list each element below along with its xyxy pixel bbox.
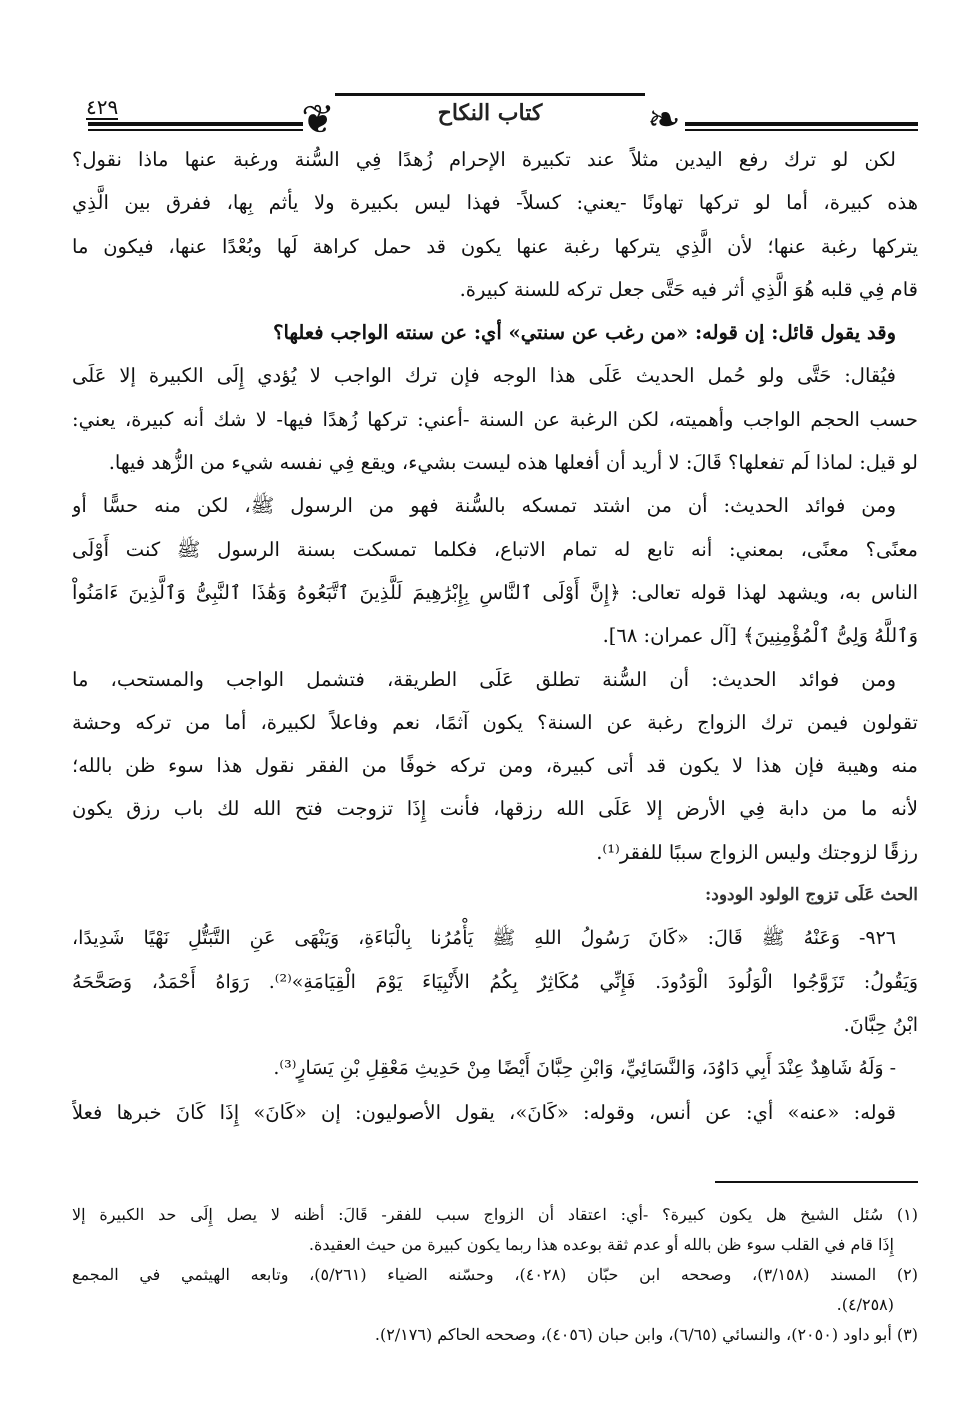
hadith-line: ٩٢٦- وَعَنْهُ ﷺ قَالَ: «كَانَ رَسُولُ اللهِ ﷺ يَأْمُرُنا بِالْبَاءَةِ، وَيَنْهَى عَنِ التَّبَتُّلِ نَهْيًا شَدِيدًا، xyxy=(72,927,896,950)
text-line: لكن لو ترك رفع اليدين مثلاً عند تكبيرة الإحرام زُهدًا فِي السُّنة ورغبة عنها ماذا نقول؟ xyxy=(72,148,896,171)
footnotes xyxy=(72,1200,918,1350)
page-header xyxy=(0,0,978,150)
text-line: قام فِي قلبه هُوَ الَّذِي أثر فيه حَتَّى جعل تركه للسنة كبيرة. xyxy=(459,277,918,301)
text-line: لو قيل: لماذا لَم تفعلها؟ قَالَ: لا أريد أن أفعلها هذه ليست بشيء، ويقع فِي نفسه شيء من الزُّهد فيها. xyxy=(108,451,918,475)
text-line: معنًى؟ معنًى، بمعني: أنه تابع له تمام الاتباع، فكلما تمسكت بسنة الرسول ﷺ كنت أَوْلَى xyxy=(72,537,918,561)
header-right-rule xyxy=(685,122,918,126)
text-line: هذه كبيرة، أما لو تركها تهاونًا -يعني: كسلاً- فهذا ليس بكبيرة ولا يأثم بِها، ففرق بين الَّذِي xyxy=(72,191,918,215)
section-heading: الحث عَلَى تزوج الولود الودود: xyxy=(704,885,918,906)
header-left-rule xyxy=(88,122,303,126)
page-number: ٤٢٩ xyxy=(86,95,119,119)
footnote-2: (٢) المسند (٣/١٥٨)، وصححه ابن حبّان (٤٠٢٨)، وحسّنه الضياء (٥/٢٦١)، وتابعه الهيثمي في المجمع xyxy=(72,1265,919,1284)
footnote-1-cont: إِذَا قام في القلب سوء ظن بالله أو عدم ثقة بوعده هذا ربما يكون كبيرة من حيث العقيدة. xyxy=(308,1235,894,1254)
quran-verse-line: وَٱللَّهُ وَلِىُّ ٱلْمُؤْمِنِينَ﴾ [آل عمران: ٦٨]. xyxy=(602,624,918,648)
book-title: كتاب النكاح xyxy=(437,100,543,126)
footnote-2-cont: (٤/٢٥٨). xyxy=(836,1295,894,1314)
floral-ornament-icon: ❦ xyxy=(301,97,335,143)
text-line: فيُقال: حَتَّى ولو حُمل الحديث عَلَى هذا الوجه فإن ترك الواجب لا يُؤدي إِلَى الكبيرة إلا عَلَى xyxy=(72,364,896,388)
commentary-line: قوله: «عنه» أي: عن أنس، وقوله: «كَانَ»، يقول الأصوليون: إن «كَانَ» إِذَا كَانَ خبرها فعلاً xyxy=(72,1100,896,1124)
floral-ornament-icon: ❧ xyxy=(647,97,681,143)
text-line: لأنه ما من دابة فِي الأرض إلا عَلَى الله رزقها، فأنت إِذَا تزوجت فتح الله لك باب رزق يكون xyxy=(72,797,918,821)
text-line: ومن فوائد الحديث: أن من اشتد تمسكه بالسُّنة فهو من الرسول ﷺ، لكن منه حسًّا أو xyxy=(72,494,896,518)
footnote-3: (٣) أبو داود (٢٠٥٠)، والنسائي (٦/٦٥)، وابن حبان (٤٠٥٦)، وصححه الحاكم (٢/١٧٦). xyxy=(374,1325,918,1344)
footnote-separator xyxy=(715,1181,918,1183)
hadith-line: ابْنُ حِبَّانَ. xyxy=(843,1013,918,1036)
hadith-line: وَيَقُولُ: تَزَوَّجُوا الْوَلُودَ الْوَدُودَ. فَإِنِّي مُكَاثِرٌ بِكُمُ الأَنْبِيَاءَ يَوْمَ الْقِيَامَةِ»⁽²⁾. رَوَاهُ أَحْمَدُ، وَصَحَّحَهُ xyxy=(72,970,918,993)
text-line: وقد يقول قائل: إن قوله: «من رغب عن سنتي» أي: عن سنته الواجب فعلها؟ xyxy=(273,321,896,345)
text-line: رزقًا لزوجتك وليس الزواج سببًا للفقر⁽¹⁾. xyxy=(596,840,918,864)
text-line: حسب الحجم الواجب وأهميته، لكن الرغبة عن السنة -أعني: تركها زُهدًا فيها- لا شك أنه كبيرة، يعني: xyxy=(72,407,918,431)
text-line: منه وهيبة فإن هذا لا يكون قد أتى كبيرة، ومن تركه خوفًا من الفقر نقول هذا سوء ظن بالله؛ xyxy=(72,754,918,778)
hadith-witness: - وَلَهُ شَاهِدٌ عِنْدَ أَبِي دَاوُدَ، وَالنَّسَائِيِّ، وَابْنِ حِبَّانَ أَيْضًا مِنْ حَدِيثِ مَعْقِلِ بْنِ يَسَارٍ⁽³⁾. xyxy=(273,1057,896,1080)
main-text xyxy=(72,138,918,1134)
header-left-rule-thin xyxy=(88,129,303,131)
text-line: تقولون فيمن ترك الزواج رغبة عن السنة؟ يكون آثمًا، نعم وفاعلاً لكبيرة، أما من تركه وحشة xyxy=(72,710,918,734)
text-line: يتركها رغبة عنها؛ لأن الَّذِي يتركها رغبة عنها يكون قد حمل كراهة لَها وبُعْدًا عنها، فيكون ما xyxy=(72,234,918,258)
text-line: ومن فوائد الحديث: أن السُّنة تطلق عَلَى الطريقة، فتشمل الواجب والمستحب، ما xyxy=(72,667,896,691)
footnote-1: (١) سُئل الشيخ هل يكون كبيرة؟ -أي: اعتقاد أن الزواج سبب للفقر- قَالَ: أظنه لا يصل إِلَى حد الكبيرة إلا xyxy=(72,1205,918,1224)
header-right-rule-thin xyxy=(685,129,918,131)
quran-verse-line: الناس به، ويشهد لهذا قوله تعالى: ﴿إِنَّ أَوْلَى ٱلنَّاسِ بِإِبْرَٰهِيمَ لَلَّذِينَ ٱتَّبَعُوهُ وَهَٰذَا ٱلنَّبِىُّ وَٱلَّذِينَ ءَامَنُواْ xyxy=(72,580,918,604)
header-top-rule xyxy=(335,93,645,96)
